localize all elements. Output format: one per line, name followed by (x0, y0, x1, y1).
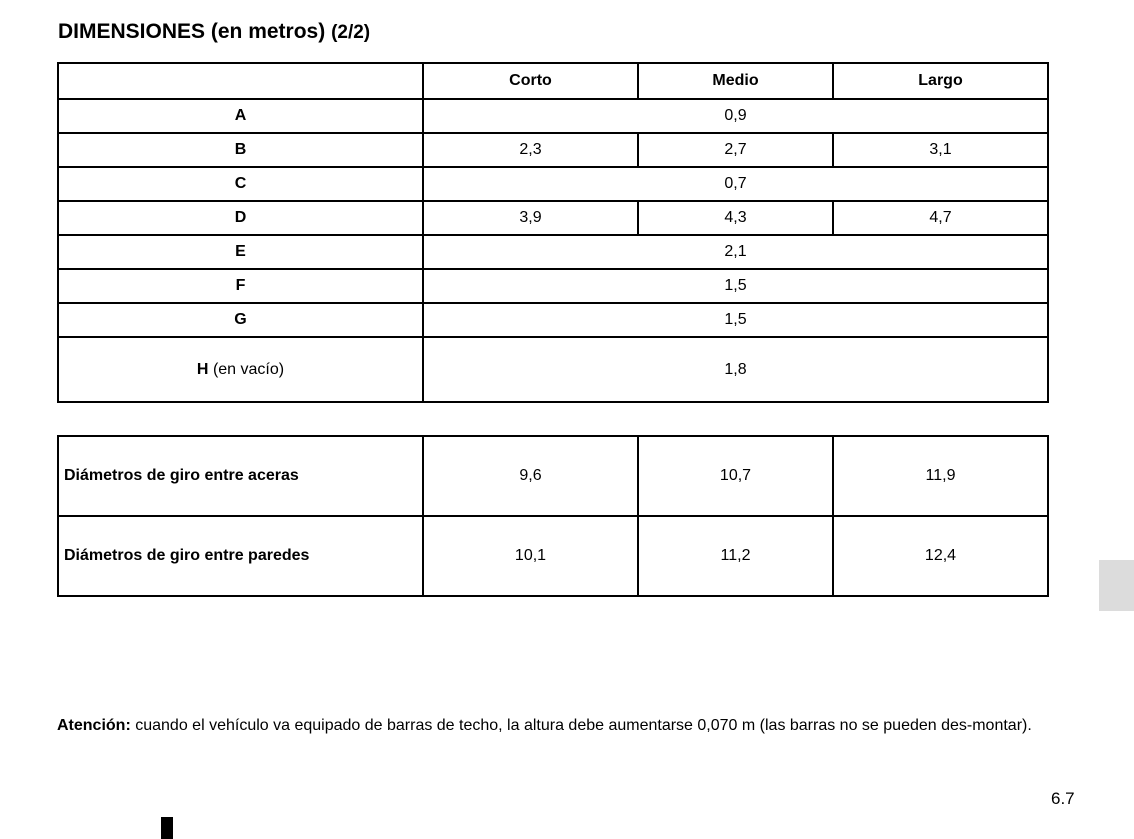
row-value-paredes-corto: 10,1 (423, 516, 638, 596)
row-label-b: B (58, 133, 423, 167)
row-value-b-largo: 3,1 (833, 133, 1048, 167)
row-value-c: 0,7 (423, 167, 1048, 201)
footer-mark (161, 817, 173, 839)
row-label-h-suffix: (en vacío) (212, 360, 285, 378)
row-value-e: 2,1 (423, 235, 1048, 269)
row-value-b-corto: 2,3 (423, 133, 638, 167)
attention-note-label: Atención: (57, 717, 131, 734)
row-value-g: 1,5 (423, 303, 1048, 337)
row-value-paredes-medio: 11,2 (638, 516, 833, 596)
turning-diameter-table (57, 435, 1049, 597)
row-label-h-letter: H (196, 360, 209, 378)
table-row (58, 436, 1048, 516)
row-value-b-medio: 2,7 (638, 133, 833, 167)
row-value-aceras-corto: 9,6 (423, 436, 638, 516)
table-row (58, 337, 1048, 402)
row-label-h (58, 337, 423, 402)
row-label-aceras: Diámetros de giro entre aceras (58, 436, 423, 516)
row-value-f: 1,5 (423, 269, 1048, 303)
table-row (58, 133, 1048, 167)
row-value-aceras-medio: 10,7 (638, 436, 833, 516)
table-row (58, 99, 1048, 133)
row-value-paredes-largo: 12,4 (833, 516, 1048, 596)
page-title-main: DIMENSIONES (en metros) (58, 20, 326, 43)
header-empty-cell (58, 63, 423, 99)
row-value-d-medio: 4,3 (638, 201, 833, 235)
column-header-medio: Medio (638, 63, 833, 99)
page-title-sub: (2/2) (331, 22, 371, 43)
row-label-paredes: Diámetros de giro entre paredes (58, 516, 423, 596)
dimensions-table (57, 62, 1049, 403)
table-row (58, 269, 1048, 303)
table-row (58, 303, 1048, 337)
row-label-a: A (58, 99, 423, 133)
attention-note-text: cuando el vehículo va equipado de barras de techo, la altura debe aumentarse 0,070 m (las barras no se pueden des-montar). (135, 717, 1032, 734)
attention-note (57, 716, 1079, 736)
column-header-largo: Largo (833, 63, 1048, 99)
row-label-c: C (58, 167, 423, 201)
column-header-corto: Corto (423, 63, 638, 99)
row-label-g: G (58, 303, 423, 337)
table-header-row (58, 63, 1048, 99)
row-value-h: 1,8 (423, 337, 1048, 402)
row-value-a: 0,9 (423, 99, 1048, 133)
table-row (58, 516, 1048, 596)
table-row (58, 201, 1048, 235)
chapter-side-tab (1099, 560, 1134, 611)
row-label-e: E (58, 235, 423, 269)
row-label-d: D (58, 201, 423, 235)
page-title (58, 18, 370, 47)
table-row (58, 167, 1048, 201)
row-value-aceras-largo: 11,9 (833, 436, 1048, 516)
page-number: 6.7 (1051, 789, 1075, 808)
row-value-d-largo: 4,7 (833, 201, 1048, 235)
table-row (58, 235, 1048, 269)
row-value-d-corto: 3,9 (423, 201, 638, 235)
row-label-f: F (58, 269, 423, 303)
